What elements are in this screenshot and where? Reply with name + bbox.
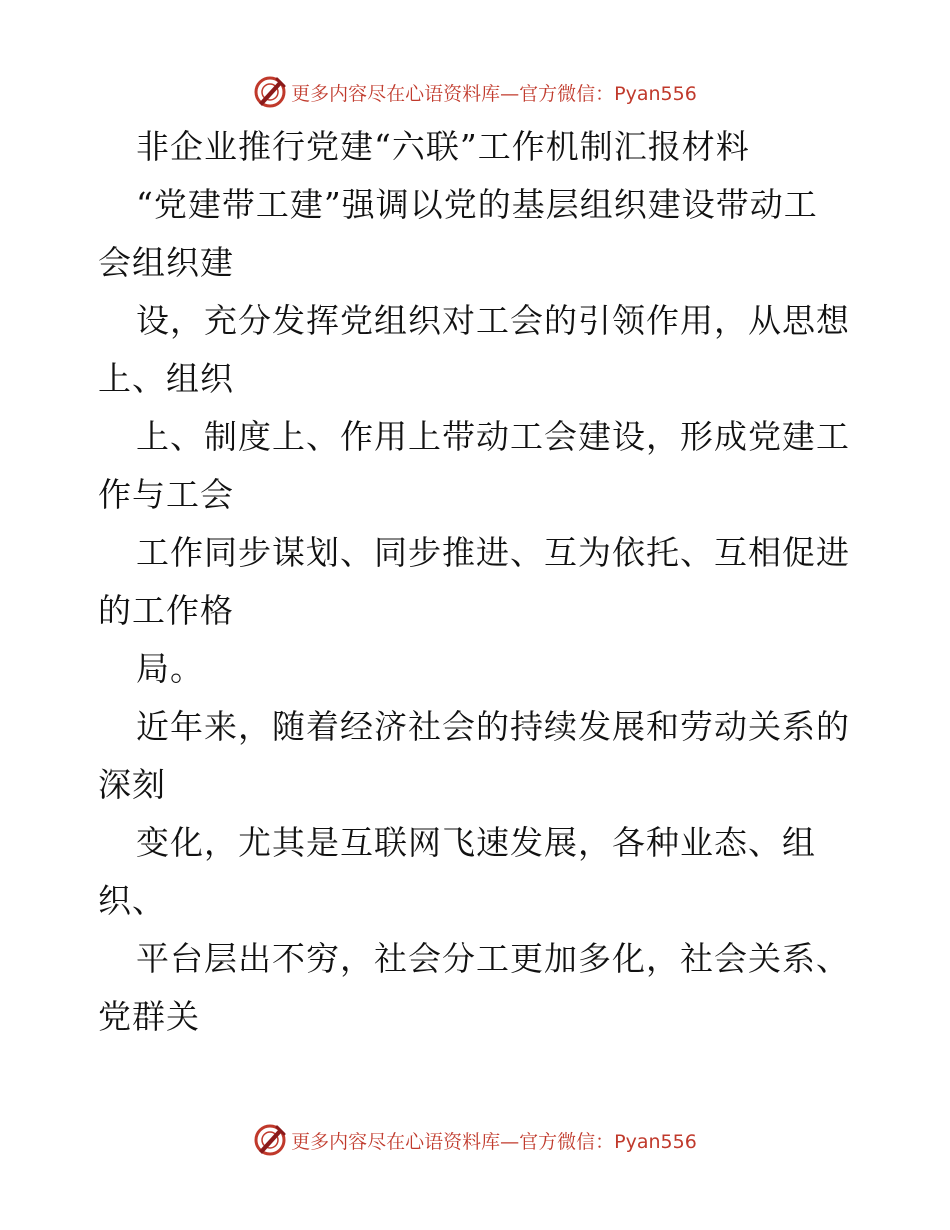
quill-pen-seal-icon [253, 75, 287, 109]
text-line: 上、组织 [98, 359, 234, 398]
watermark-id: Pyan556 [614, 82, 697, 105]
text-line: 平台层出不穷，社会分工更加多化，社会关系、 [136, 939, 850, 978]
document-body [98, 118, 858, 1046]
text-line: “党建带工建”强调以党的基层组织建设带动工 [136, 185, 818, 224]
watermark-id: Pyan556 [614, 1130, 697, 1153]
footer-watermark [0, 1120, 950, 1160]
text-line: 设，充分发挥党组织对工会的引领作用，从思想 [136, 301, 850, 340]
text-line: 党群关 [98, 997, 200, 1036]
text-line: 局。 [136, 649, 204, 688]
text-line: 变化，尤其是互联网飞速发展，各种业态、组 [136, 823, 816, 862]
text-line: 非企业推行党建“六联”工作机制汇报材料 [136, 127, 750, 166]
text-line: 的工作格 [98, 591, 234, 630]
text-line: 深刻 [98, 765, 166, 804]
text-line: 近年来，随着经济社会的持续发展和劳动关系的 [136, 707, 850, 746]
text-line: 作与工会 [98, 475, 234, 514]
watermark-text: 更多内容尽在心语资料库—官方微信： [291, 1130, 615, 1153]
text-line: 工作同步谋划、同步推进、互为依托、互相促进 [136, 533, 850, 572]
quill-pen-seal-icon [253, 1123, 287, 1157]
header-watermark [0, 72, 950, 112]
text-line: 会组织建 [98, 243, 234, 282]
watermark-text: 更多内容尽在心语资料库—官方微信： [291, 82, 615, 105]
text-line: 织、 [98, 881, 166, 920]
text-line: 上、制度上、作用上带动工会建设，形成党建工 [136, 417, 850, 456]
